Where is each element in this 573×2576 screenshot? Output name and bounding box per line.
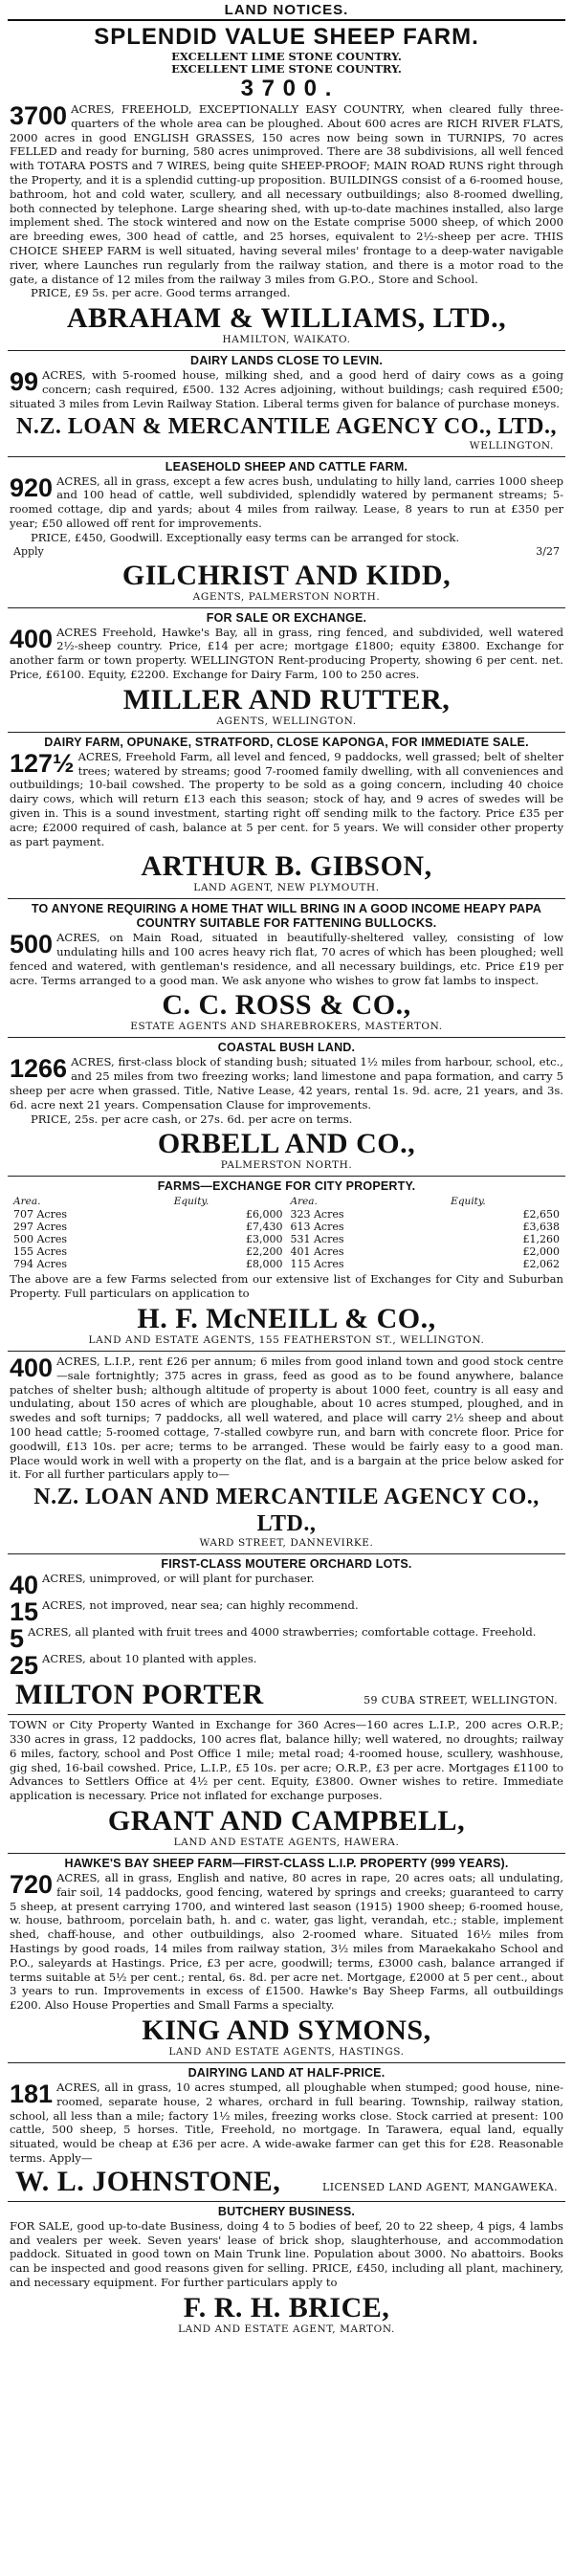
agent-address: LAND AND ESTATE AGENT, MARTON. bbox=[178, 2323, 395, 2335]
acreage-number: 40 bbox=[10, 1571, 39, 1600]
ad-dairy-levin bbox=[8, 351, 565, 456]
orchard-lot: 5 ACRES, all planted with fruit trees and 4000 strawberries; comfortable cottage. Freehold. bbox=[10, 1624, 537, 1654]
ad-farms-exchange bbox=[8, 1177, 565, 1352]
table-cell: 531 Acres bbox=[290, 1233, 344, 1246]
ad-moutere-orchard bbox=[8, 1554, 565, 1715]
ad-heading: BUTCHERY BUSINESS. bbox=[217, 2204, 356, 2218]
agent-address: AGENTS, WELLINGTON. bbox=[216, 715, 357, 727]
table-cell: £3,000 bbox=[245, 1233, 283, 1246]
table-cell: £3,638 bbox=[522, 1221, 560, 1234]
agent-address: AGENTS, PALMERSTON NORTH. bbox=[192, 590, 381, 603]
acreage-number: 15 bbox=[10, 1597, 39, 1627]
column-header: Equity. bbox=[173, 1196, 209, 1208]
table-cell: £2,062 bbox=[522, 1258, 560, 1271]
orchard-lot: 25 ACRES, about 10 planted with apples. bbox=[10, 1651, 257, 1681]
agent-address: WELLINGTON. bbox=[469, 439, 554, 451]
table-row bbox=[10, 1233, 563, 1245]
ad-leasehold-farm bbox=[8, 457, 565, 608]
exchange-table bbox=[10, 1196, 563, 1270]
table-cell: £2,000 bbox=[522, 1245, 560, 1259]
ad-subheading: EXCELLENT LIME STONE COUNTRY. bbox=[171, 50, 402, 63]
column-header: Equity. bbox=[451, 1196, 486, 1208]
acreage-number: 25 bbox=[10, 1651, 39, 1681]
ad-dairy-opunake bbox=[8, 733, 565, 900]
column-header: Area. bbox=[13, 1196, 41, 1208]
ad-heading: DAIRYING LAND AT HALF-PRICE. bbox=[187, 2065, 386, 2080]
ad-hawkes-bay-sheep bbox=[8, 1854, 565, 2063]
apply-label: Apply bbox=[13, 544, 44, 558]
table-cell: 794 Acres bbox=[13, 1258, 68, 1271]
ad-dairying-half-price bbox=[8, 2063, 565, 2202]
acreage-number: 1266 bbox=[10, 1054, 68, 1084]
table-row bbox=[10, 1245, 563, 1258]
ad-heading: LEASEHOLD SHEEP AND CATTLE FARM. bbox=[165, 459, 408, 473]
ad-heading: FOR SALE OR EXCHANGE. bbox=[206, 610, 367, 625]
agent-name: KING AND SYMONS, bbox=[142, 2014, 431, 2046]
agent-address: ESTATE AGENTS AND SHAREBROKERS, MASTERTON. bbox=[130, 1021, 443, 1033]
table-cell: 115 Acres bbox=[290, 1258, 344, 1271]
ad-body: 181 ACRES, all in grass, 10 acres stumped, all ploughable when stumped; good house, nine-roomed, separate house, 2 whares, orchard in full bearing. Township, railway station, school, all less than a mile; factory 1½ miles, freezing works close. Stock carried at present: 100 cattle, 500 sheep, 5 horses. Title, Freehold, no mortgage. In Tarawera, equal land, equally situated, would be cheap at £36 per acre. A wide-awake farmer can get this for £28. Reasonable terms. Apply— bbox=[10, 2079, 563, 2165]
agent-address: LAND AGENT, NEW PLYMOUTH. bbox=[193, 882, 380, 894]
ad-body: The above are a few Farms selected from our extensive list of Exchanges for City and Suburban Property. Full particulars on application to bbox=[10, 1272, 563, 1301]
ad-lip-dannevirke bbox=[8, 1352, 565, 1554]
acreage-number: 720 bbox=[10, 1870, 54, 1900]
ad-coastal-bush bbox=[8, 1038, 565, 1177]
agent-name: MILTON PORTER bbox=[15, 1679, 264, 1711]
table-cell: £6,000 bbox=[245, 1208, 283, 1222]
ad-body: 920 ACRES, all in grass, except a few acres bush, undulating to hilly land, carries 1000 sheep and 100 head of cattle, well subdivided, splendidly watered by permanent streams; 5-roomed cottage, dip and yards; about 4 miles from railway. Lease, 8 years to run at £350 per year; £50 allowed off rent for improvements. bbox=[10, 473, 563, 530]
acreage-number: 500 bbox=[10, 930, 54, 959]
ad-body: 720 ACRES, all in grass, English and native, 80 acres in rape, 20 acres oats; all undulating, fair soil, 14 paddocks, good fencing, watered by springs and creeks; guaranteed to carry 5 sheep, at present carrying 1700, and wintered last season (1915) 1900 sheep; 6-roomed house, w. house, bathroom, porcelain bath, h. and c. water, gas light, verandah, etc.; stable, implement shed, chaff-house, and other outbuildings, also 2-roomed whare. Situated 16½ miles from Hastings by good roads, 14 miles from railway station, 3½ miles from Maraekakaho School and P.O., saleyards at Hastings. Price, £3 per acre, goodwill; terms, £3000 cash, balance arranged if terms suitable at 5½ per cent.; rental, 6s. 8d. per acre net. Mortgage, £2000 at 5 per cent., about 3 years to run. Improvements in excess of £1500. Hawke's Bay Sheep Farms, all outbuildings £200. Also House Properties and Small Farms a specialty. bbox=[10, 1870, 563, 2013]
acreage-number: 3700 bbox=[10, 101, 68, 130]
agent-name: GRANT AND CAMPBELL, bbox=[107, 1805, 466, 1838]
land-notices-page bbox=[8, 0, 565, 2576]
acreage-number: 920 bbox=[10, 473, 54, 502]
ad-body: FOR SALE, good up-to-date Business, doing 4 to 5 bodies of beef, 20 to 22 sheep, 4 pigs, 4 lambs and vealers per week. Seven years' lease of brick shop, slaughterhouse, and accommodation paddock. Situated in good town on Main Trunk line. Population about 3000. No abattoirs. Books can be inspected and good reasons given for selling. PRICE, £450, including all plant, machinery, and necessary equipment. For further particulars apply to bbox=[10, 2218, 563, 2289]
acreage-number: 181 bbox=[10, 2079, 54, 2108]
acreage-number: 400 bbox=[10, 1354, 54, 1383]
ad-reference: 3/27 bbox=[536, 544, 560, 558]
ad-town-exchange bbox=[8, 1715, 565, 1854]
agent-row bbox=[10, 1679, 563, 1710]
agent-address: LAND AND ESTATE AGENTS, HASTINGS. bbox=[168, 2045, 405, 2058]
ad-heading: DAIRY LANDS CLOSE TO LEVIN. bbox=[189, 354, 384, 368]
table-cell: £2,650 bbox=[522, 1208, 560, 1222]
apply-row bbox=[10, 545, 563, 558]
agent-name: F. R. H. BRICE, bbox=[183, 2291, 390, 2323]
agent-name: N.Z. LOAN & MERCANTILE AGENCY CO., LTD., bbox=[16, 413, 557, 439]
ad-heading: FIRST-CLASS MOUTERE ORCHARD LOTS. bbox=[161, 1557, 412, 1572]
ad-body: 127½ ACRES, Freehold Farm, all level and fenced, 9 paddocks, well grassed; belt of shelter trees; watered by streams; good 7-roomed family dwelling, with all conveniences and outbuildings; 10-bail cowshed. The property to be sold as a going concern, including 40 choice dairy cows, which will return £13 each this season; stock of hay, and 9 acres of swedes will be given in. This is a sound investment, starting right off sending milk to the factory. Price £35 per acre; £2000 required of cash, balance at 5 per cent. for 5 years. We will consider other property as part payment. bbox=[10, 748, 563, 848]
ad-heading: FARMS—EXCHANGE FOR CITY PROPERTY. bbox=[157, 1179, 416, 1194]
ad-heading: SPLENDID VALUE SHEEP FARM. bbox=[94, 24, 479, 50]
agent-address: 59 CUBA STREET, WELLINGTON. bbox=[364, 1694, 558, 1707]
agent-address: WARD STREET, DANNEVIRKE. bbox=[199, 1537, 374, 1550]
ad-home-income bbox=[8, 899, 565, 1038]
ad-heading: COASTAL BUSH LAND. bbox=[217, 1041, 356, 1055]
ad-price: PRICE, 25s. per acre cash, or 27s. 6d. per acre on terms. bbox=[31, 1112, 353, 1126]
agent-name: ARTHUR B. GIBSON, bbox=[141, 850, 432, 883]
acreage-number: 99 bbox=[10, 367, 39, 397]
ad-body: 400 ACRES Freehold, Hawke's Bay, all in grass, ring fenced, and subdivided, well watered 2½-sheep country. Price, £14 per acre; mortgage £1800; equity £3800. Exchange for another farm or town property. WELLINGTON Rent-producing Property, showing 6 per cent. net. Price, £6100. Equity, £2200. Exchange for Dairy Farm, 100 to 250 acres. bbox=[10, 624, 563, 681]
agent-address: PALMERSTON NORTH. bbox=[220, 1159, 353, 1172]
ad-body: 1266 ACRES, first-class block of standing bush; situated 1½ miles from harbour, school, etc., and 25 miles from two freezing works; land limestone and papa formation, and carry 5 sheep per acre when grassed. Title, Native Lease, 42 years, rental 1s. 9d. acre, 21 years, and 3s. 6d. acre next 21 years. Compensation Clause for improvements. bbox=[10, 1054, 563, 1112]
ad-sale-exchange bbox=[8, 608, 565, 733]
ad-butchery-business bbox=[8, 2202, 565, 2340]
ad-subheading: EXCELLENT LIME STONE COUNTRY. bbox=[171, 62, 402, 76]
agent-name: ABRAHAM & WILLIAMS, LTD., bbox=[66, 302, 507, 335]
agent-name: W. L. JOHNSTONE, bbox=[15, 2165, 281, 2197]
table-row bbox=[10, 1258, 563, 1270]
agent-address: LAND AND ESTATE AGENTS, 155 FEATHERSTON ST., WELLINGTON. bbox=[88, 1334, 485, 1347]
acreage-number: 400 bbox=[10, 624, 54, 653]
column-header: Area. bbox=[290, 1196, 318, 1208]
table-cell: 297 Acres bbox=[13, 1221, 68, 1234]
masthead: LAND NOTICES. bbox=[8, 0, 565, 21]
agent-row bbox=[10, 2166, 563, 2197]
table-cell: 323 Acres bbox=[290, 1208, 344, 1222]
agent-name: N.Z. LOAN AND MERCANTILE AGENCY CO., LTD., bbox=[33, 1485, 540, 1537]
table-cell: £1,260 bbox=[522, 1233, 560, 1246]
ad-price: PRICE, £450, Goodwill. Exceptionally easy terms can be arranged for stock. bbox=[31, 530, 460, 544]
table-row bbox=[10, 1208, 563, 1221]
orchard-lot: 15 ACRES, not improved, near sea; can highly recommend. bbox=[10, 1597, 359, 1627]
agent-address: HAMILTON, WAIKATO. bbox=[222, 334, 351, 346]
ad-body: TOWN or City Property Wanted in Exchange for 360 Acres—160 acres L.I.P., 200 acres O.R.P.; 330 acres in grass, 12 paddocks, 100 acres flat, balance hilly; well watered, no droughts; railway 6 miles, factory, school and Post Office 1 mile; metal road; 4-roomed house, scullery, washhouse, gig shed, 16-bail cowshed. Price, L.I.P., £5 10s. per acre; O.R.P., £3 per acre. Mortgages £1100 to Advances to Settlers Office at 4½ per cent. Equity, £3800. Owner wishes to retire. Immediate application is necessary. Price not inflated for exchange purposes. bbox=[10, 1718, 563, 1803]
table-cell: £8,000 bbox=[245, 1258, 283, 1271]
table-cell: 613 Acres bbox=[290, 1221, 344, 1234]
ad-body: 500 ACRES, on Main Road, situated in beautifully-sheltered valley, consisting of low undulating hills and 100 acres heavy rich flat, 70 acres of which has been ploughed; well fenced and watered, with gentleman's residence, and all necessary buildings, etc. Price £19 per acre. Terms arranged to a good man. We ask anyone who wishes to grow fat lambs to inspect. bbox=[10, 930, 563, 987]
agent-name: GILCHRIST AND KIDD, bbox=[121, 559, 452, 591]
table-header-row bbox=[10, 1196, 563, 1208]
table-row bbox=[10, 1221, 563, 1233]
agent-address: LICENSED LAND AGENT, MANGAWEKA. bbox=[322, 2180, 558, 2193]
acreage-number: 5 bbox=[10, 1624, 25, 1654]
ad-body: 3700 ACRES, FREEHOLD, EXCEPTIONALLY EASY COUNTRY, when cleared fully three-quarters of the whole area can be ploughed. About 600 acres are RICH RIVER FLATS, 2000 acres in good ENGLISH GRASSES, 150 acres now being sown in TURNIPS, 70 acres FELLED and ready for burning, 580 acres unimproved. There are 38 subdivisions, all well fenced with TOTARA POSTS and 7 WIRES, being quite SHEEP-PROOF; MAIN ROAD RUNS right through the Property, and it is a splendid cutting-up proposition. BUILDINGS consist of a 6-roomed house, bathroom, hot and cold water, scullery, and all necessary outbuildings; also 8-roomed dwelling, both connected by telephone. Large shearing shed, with up-to-date machines installed, also large implement shed. The stock wintered and now on the Estate comprise 5000 sheep, of which 2000 are breeding ewes, 300 head of cattle, and 25 horses, equivalent to 2½-sheep per acre. THIS CHOICE SHEEP FARM is well situated, having several miles' frontage to a deep-water navigable river, where Launches run regularly from the railway station, and there is a motor road to the gate, a distance of 12 miles from the railway 3 miles from G.P.O., Store and School. bbox=[10, 101, 563, 286]
ad-price: PRICE, £9 5s. per acre. Good terms arranged. bbox=[31, 286, 291, 300]
agent-name: H. F. McNEILL & CO., bbox=[137, 1303, 436, 1335]
agent-name: MILLER AND RUTTER, bbox=[122, 683, 451, 716]
ad-heading: TO ANYONE REQUIRING A HOME THAT WILL BRING IN A GOOD INCOME HEAPY PAPA COUNTRY SUITABLE FOR FATTENING BULLOCKS. bbox=[31, 902, 542, 931]
ad-heading: HAWKE'S BAY SHEEP FARM—FIRST-CLASS L.I.P. PROPERTY (999 YEARS). bbox=[64, 1857, 509, 1871]
table-cell: 707 Acres bbox=[13, 1208, 68, 1222]
ad-body: 99 ACRES, with 5-roomed house, milking shed, and a good herd of dairy cows as a going concern; cash required, £500. 132 Acres adjoining, without buildings; cash required £500; situated 3 miles from Levin Railway Station. Liberal terms given for balance of purchase moneys. bbox=[10, 367, 563, 410]
ad-sheep-farm-hamilton bbox=[8, 21, 565, 351]
ad-heading: DAIRY FARM, OPUNAKE, STRATFORD, CLOSE KAPONGA, FOR IMMEDIATE SALE. bbox=[44, 735, 529, 749]
orchard-lot: 40 ACRES, unimproved, or will plant for purchaser. bbox=[10, 1571, 315, 1600]
agent-name: ORBELL AND CO., bbox=[157, 1128, 416, 1160]
ad-center-number: 3 7 0 0 . bbox=[240, 76, 333, 101]
table-cell: 500 Acres bbox=[13, 1233, 68, 1246]
agent-name: C. C. ROSS & CO., bbox=[162, 989, 411, 1022]
agent-address: LAND AND ESTATE AGENTS, HAWERA. bbox=[173, 1837, 400, 1849]
ad-body: 400 ACRES, L.I.P., rent £26 per annum; 6 miles from good inland town and good stock centre—sale fortnightly; 375 acres in grass, feed as good as to be found anywhere, balance patches of shelter bush; although altitude of property is about 1000 feet, country is all easy and undulating, about 150 acres of which are ploughable, about 10 acres stumped, ploughed, and in swedes and soft turnips; 7 paddocks, all well watered, and place will carry 2½ sheep and about 100 head cattle; 5-roomed cottage, 7-stalled cowbyre run, and barn with concrete floor. Price for goodwill, £13 10s. per acre; terms to be arranged. These would be fairly easy to a good man. Place would work in well with a property on the flat, and is a bargain at the price below asked for it. For all further particulars apply to— bbox=[10, 1354, 563, 1482]
table-cell: 155 Acres bbox=[13, 1245, 68, 1259]
table-cell: £7,430 bbox=[245, 1221, 283, 1234]
table-cell: £2,200 bbox=[245, 1245, 283, 1259]
table-cell: 401 Acres bbox=[290, 1245, 344, 1259]
acreage-number: 127½ bbox=[10, 748, 75, 778]
